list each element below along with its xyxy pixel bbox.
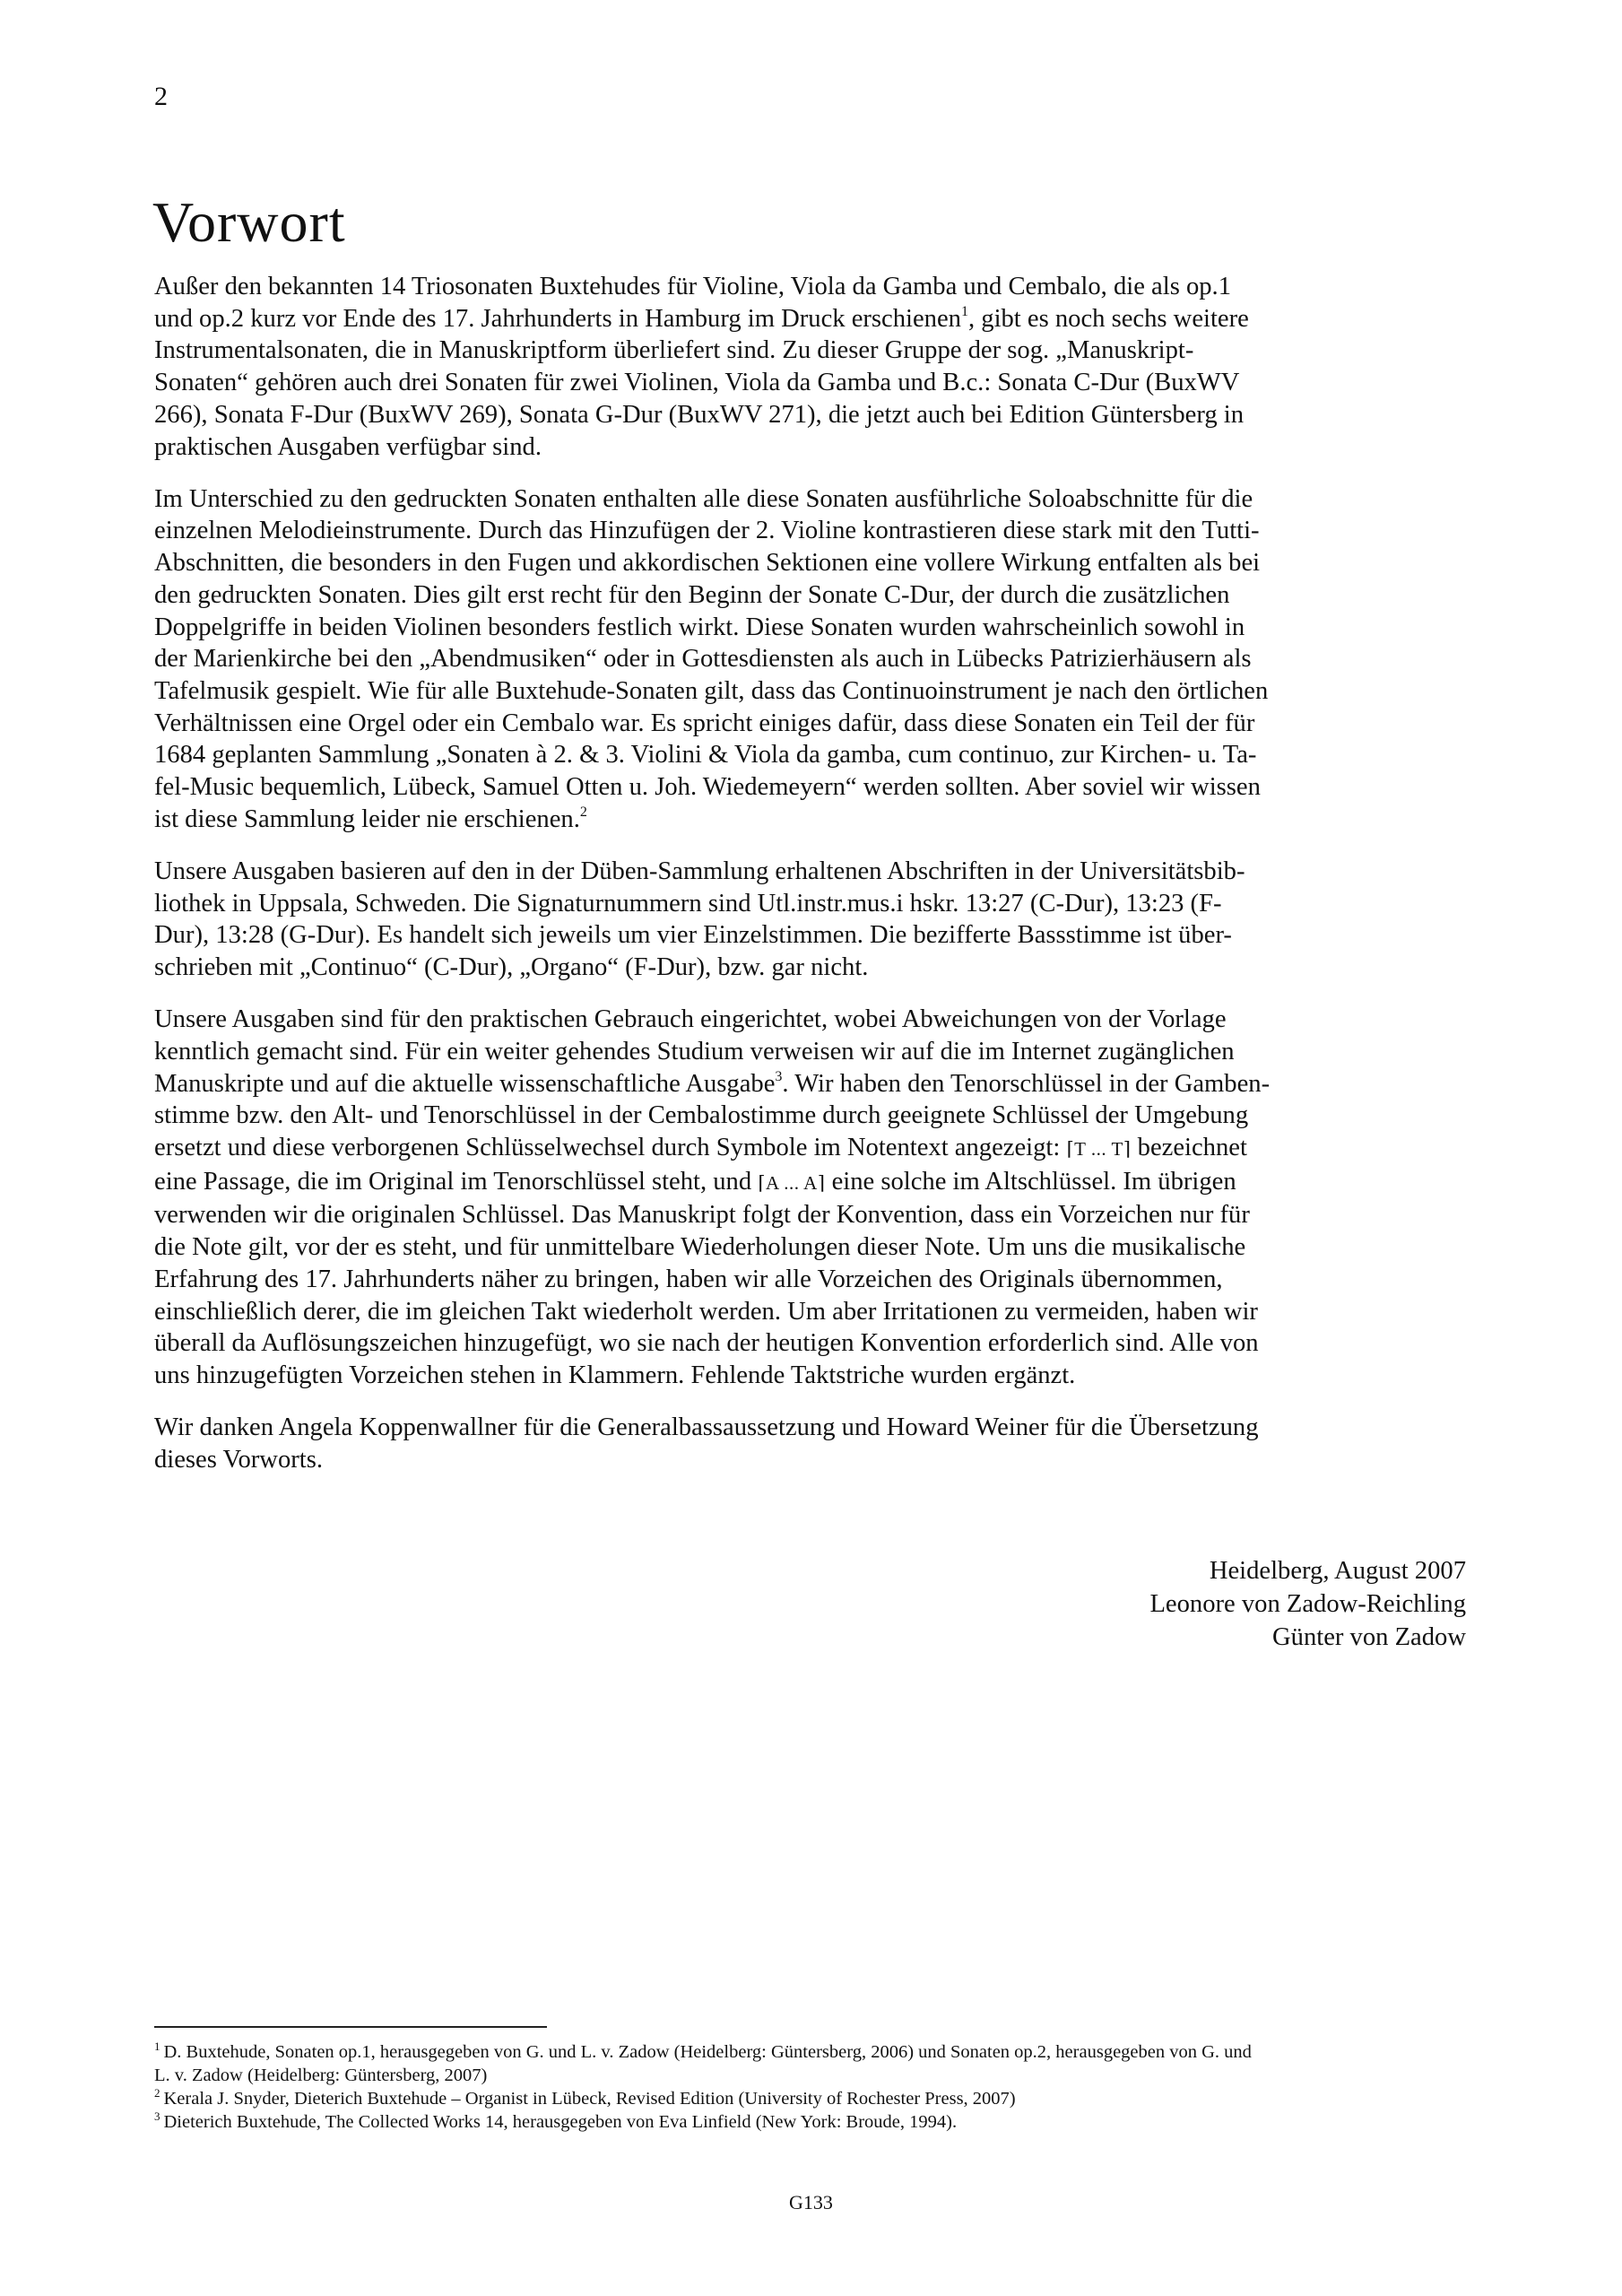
- text-line: [154, 1166, 1481, 1200]
- text-line: Instrumentalsonaten, die in Manuskriptform überliefert sind. Zu dieser Gruppe der sog. „Manuskript-: [154, 336, 1194, 365]
- text-line: [154, 804, 1481, 836]
- text-line: einschließlich derer, die im gleichen Takt wiederholt werden. Um aber Irritationen zu vermeiden, haben wir: [154, 1297, 1258, 1326]
- alto-clef-symbol-icon: ⌈A ... A⌉: [758, 1171, 826, 1194]
- text-line: Tafelmusik gespielt. Wie für alle Buxtehude-Sonaten gilt, dass das Continuoinstrument je nach den örtlichen: [154, 676, 1269, 705]
- footnote-line: [154, 2087, 1481, 2110]
- paragraph-1: [154, 271, 1481, 463]
- page-title: Vorwort: [152, 190, 346, 254]
- footnote-ref-2[interactable]: 2: [579, 804, 587, 820]
- page-number: 2: [154, 82, 168, 111]
- paragraph-4: [154, 1004, 1481, 1391]
- paragraph-5: [154, 1412, 1481, 1475]
- text-segment: Kerala J. Snyder, Dieterich Buxtehude – Organist in Lübeck, Revised Edition (University of Rochester Press, 2007): [163, 2089, 1016, 2109]
- paragraph-3: [154, 856, 1481, 984]
- footnote-rule: [154, 2026, 547, 2028]
- text-line: schrieben mit „Continuo“ (C-Dur), „Organo“ (F-Dur), bzw. gar nicht.: [154, 953, 869, 982]
- body-text: [154, 271, 1481, 1496]
- text-segment: , gibt es noch sechs weitere: [967, 304, 1249, 333]
- paragraph-2: [154, 483, 1481, 836]
- text-line: uns hinzugefügten Vorzeichen stehen in Klammern. Fehlende Taktstriche wurden ergänzt.: [154, 1361, 1076, 1389]
- text-line: [154, 1068, 1481, 1100]
- text-line: 266), Sonata F-Dur (BuxWV 269), Sonata G-Dur (BuxWV 271), die jetzt auch bei Edition Güntersberg in: [154, 400, 1245, 429]
- author-name: Leonore von Zadow-Reichling: [1149, 1590, 1466, 1618]
- footnote-ref-1[interactable]: 1: [960, 303, 968, 319]
- text-line: dieses Vorworts.: [154, 1445, 323, 1474]
- text-segment: bezeichnet: [1131, 1134, 1247, 1162]
- text-line: Unsere Ausgaben basieren auf den in der Düben-Sammlung erhaltenen Abschriften in der Universitätsbib-: [154, 857, 1245, 885]
- text-line: liothek in Uppsala, Schweden. Die Signaturnummern sind Utl.instr.mus.i hskr. 13:27 (C-Dur), 13:23 (F-: [154, 889, 1222, 918]
- text-segment: D. Buxtehude, Sonaten op.1, herausgegeben von G. und L. v. Zadow (Heidelberg: Güntersberg, 2006) und Sonaten op.2, herausgegeben von G. und: [163, 2042, 1252, 2062]
- tenor-clef-symbol-icon: ⌈T ... T⌉: [1066, 1138, 1132, 1161]
- author-name: Günter von Zadow: [1272, 1623, 1466, 1651]
- text-segment: . Wir haben den Tenorschlüssel in der Gamben-: [782, 1069, 1271, 1098]
- footnote-marker: 2: [154, 2086, 160, 2100]
- signature-block: [1149, 1554, 1466, 1654]
- text-line: Abschnitten, die besonders in den Fugen und akkordischen Sektionen eine vollere Wirkung entfalten als bei: [154, 549, 1261, 578]
- text-line: Außer den bekannten 14 Triosonaten Buxtehudes für Violine, Viola da Gamba und Cembalo, die als op.1: [154, 273, 1232, 300]
- text-line: Dur), 13:28 (G-Dur). Es handelt sich jeweils um vier Einzelstimmen. Die bezifferte Bassstimme ist über-: [154, 921, 1232, 950]
- text-line: Erfahrung des 17. Jahrhunderts näher zu bringen, haben wir alle Vorzeichen des Originals übernommen,: [154, 1265, 1223, 1293]
- text-line: Doppelgriffe in beiden Violinen besonders festlich wirkt. Diese Sonaten wurden wahrscheinlich sowohl in: [154, 613, 1245, 641]
- place-date: Heidelberg, August 2007: [1209, 1557, 1466, 1585]
- text-segment: und op.2 kurz vor Ende des 17. Jahrhunderts in Hamburg im Druck erschienen: [154, 304, 961, 333]
- text-line: praktischen Ausgaben verfügbar sind.: [154, 432, 542, 461]
- text-line: Sonaten“ gehören auch drei Sonaten für zwei Violinen, Viola da Gamba und B.c.: Sonata C-Dur (BuxWV: [154, 369, 1240, 397]
- footnote-marker: 3: [154, 2109, 160, 2123]
- footnote-line: L. v. Zadow (Heidelberg: Güntersberg, 2007): [154, 2066, 488, 2085]
- text-line: überall da Auflösungszeichen hinzugefügt, wo sie nach der heutigen Konvention erforderlich sind. Alle von: [154, 1329, 1259, 1358]
- footnote-marker: 1: [154, 2039, 160, 2053]
- footnote-ref-3[interactable]: 3: [775, 1068, 783, 1084]
- text-segment: eine Passage, die im Original im Tenorschlüssel steht, und: [154, 1167, 759, 1196]
- text-line: stimme bzw. den Alt- und Tenorschlüssel in der Cembalostimme durch geeignete Schlüssel der Umgebung: [154, 1101, 1249, 1130]
- text-line: 1684 geplanten Sammlung „Sonaten à 2. & 3. Violini & Viola da gamba, cum continuo, zur Kirchen- u. Ta-: [154, 741, 1257, 770]
- text-segment: ist diese Sammlung leider nie erschienen.: [154, 804, 580, 833]
- text-line: Im Unterschied zu den gedruckten Sonaten enthalten alle diese Sonaten ausführliche Soloabschnitte für die: [154, 484, 1253, 513]
- text-line: [154, 303, 1481, 335]
- text-line: der Marienkirche bei den „Abendmusiken“ oder in Gottesdiensten als auch in Lübecks Patrizierhäusern als: [154, 645, 1252, 674]
- text-segment: Manuskripte und auf die aktuelle wissenschaftliche Ausgabe: [154, 1069, 776, 1098]
- text-segment: ersetzt und diese verborgenen Schlüsselwechsel durch Symbole im Notentext angezeigt:: [154, 1134, 1067, 1162]
- footnote-1: [154, 2040, 1481, 2087]
- text-line: Unsere Ausgaben sind für den praktischen Gebrauch eingerichtet, wobei Abweichungen von der Vorlage: [154, 1005, 1227, 1034]
- text-line: kenntlich gemacht sind. Für ein weiter gehendes Studium verweisen wir auf die im Internet zugänglichen: [154, 1037, 1235, 1065]
- text-line: einzelnen Melodieinstrumente. Durch das Hinzufügen der 2. Violine kontrastieren diese stark mit den Tutti-: [154, 517, 1260, 545]
- text-line: [154, 1132, 1481, 1166]
- text-line: Wir danken Angela Koppenwallner für die Generalbassaussetzung und Howard Weiner für die Übersetzung: [154, 1413, 1259, 1442]
- footnote-2: [154, 2087, 1481, 2110]
- text-segment: Dieterich Buxtehude, The Collected Works 14, herausgegeben von Eva Linfield (New York: Broude, 1994).: [163, 2112, 958, 2132]
- text-segment: eine solche im Altschlüssel. Im übrigen: [825, 1167, 1236, 1196]
- text-line: die Note gilt, vor der es steht, und für unmittelbare Wiederholungen dieser Note. Um uns die musikalische: [154, 1233, 1246, 1262]
- footnotes: [154, 2040, 1481, 2134]
- footnote-3: [154, 2110, 1481, 2134]
- text-line: verwenden wir die originalen Schlüssel. Das Manuskript folgt der Konvention, dass ein Vorzeichen nur für: [154, 1201, 1250, 1230]
- text-line: fel-Music bequemlich, Lübeck, Samuel Otten u. Joh. Wiedemeyern“ werden sollten. Aber soviel wir wissen: [154, 773, 1261, 802]
- text-line: Verhältnissen eine Orgel oder ein Cembalo war. Es spricht einiges dafür, dass diese Sonaten ein Teil der für: [154, 709, 1255, 737]
- text-line: den gedruckten Sonaten. Dies gilt erst recht für den Beginn der Sonate C-Dur, der durch die zusätzlichen: [154, 580, 1230, 609]
- footnote-line: [154, 2110, 1481, 2134]
- page-footer-code: G133: [789, 2191, 833, 2213]
- footnote-line: [154, 2040, 1481, 2064]
